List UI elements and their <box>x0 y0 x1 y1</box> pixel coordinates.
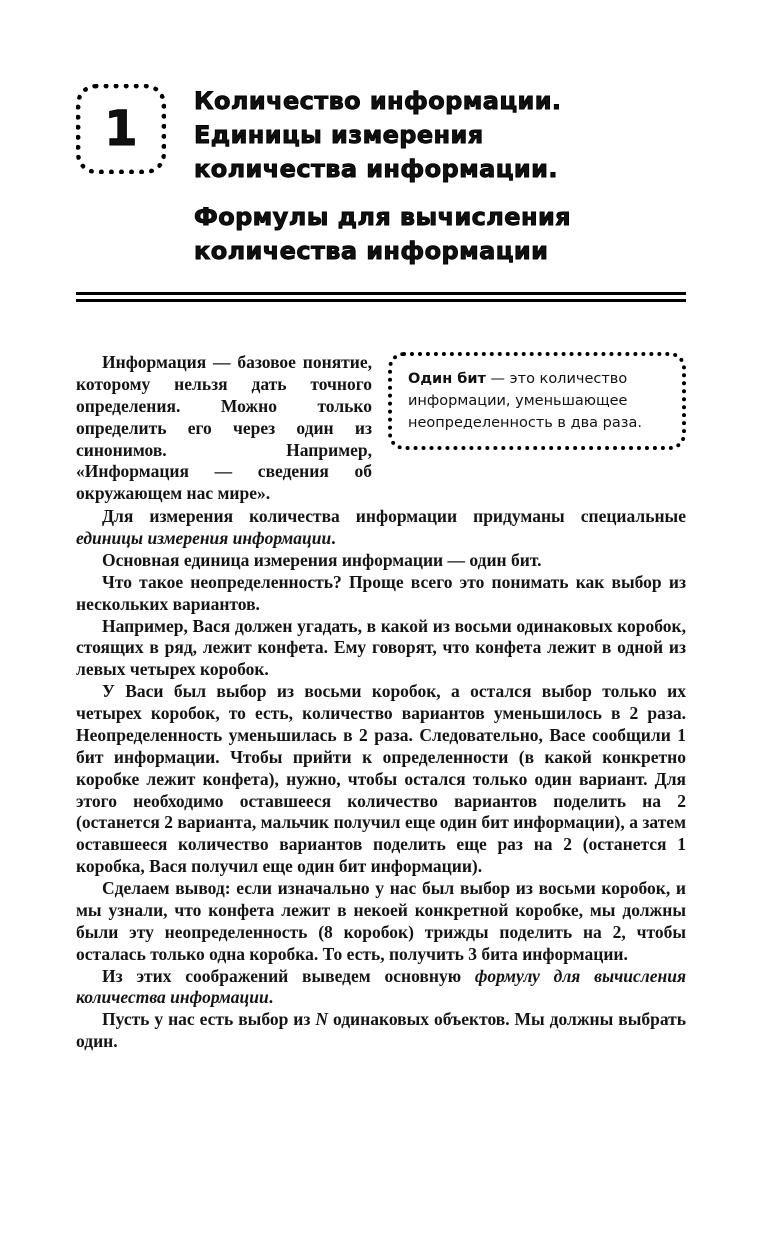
body-text <box>76 506 686 1053</box>
paragraph <box>76 550 686 572</box>
paragraph <box>76 966 686 1010</box>
paragraph-text: одинаковых объектов. Мы должны выбрать один. <box>76 1009 686 1052</box>
paragraph-text: Из этих соображений выведем основную <box>102 965 475 986</box>
chapter-header <box>76 84 686 268</box>
paragraph-text: Что такое неопределенность? Проще всего это понимать как выбор из нескольких вариантов. <box>76 571 686 614</box>
paragraph-text: Для измерения количества информации придуманы специальные <box>102 506 686 527</box>
chapter-title-line: Единицы измерения <box>194 121 484 149</box>
paragraph <box>76 506 686 550</box>
paragraph <box>76 681 686 878</box>
paragraph <box>76 616 686 682</box>
paragraph-text: Основная единица измерения информации — один бит. <box>102 549 542 570</box>
definition-text: — это количество информации, уменьшающее неопределенность в два раза. <box>408 371 642 431</box>
paragraph-emphasis: формулу для вычисления количества информации <box>76 965 686 1008</box>
paragraph-text: Сделаем вывод: если изначально у нас был выбор из восьми коробок, и мы узнали, что конфета лежит в некоей конкретной коробке, мы должны были эту неопределенность (8 коробок) трижды поделить на 2, чтобы осталась только одна коробка. То есть, получить 3 бита информации. <box>76 878 686 964</box>
chapter-title-line: количества информации <box>194 237 549 265</box>
chapter-title-line: Количество информации. <box>194 87 562 115</box>
paragraph-text: Например, Вася должен угадать, в какой из восьми одинаковых коробок, стоящих в ряд, лежит конфета. Ему говорят, что конфета лежит в одной из левых четырех коробок. <box>76 615 686 680</box>
paragraph <box>76 878 686 966</box>
paragraph-text: Пусть у нас есть выбор из <box>102 1009 316 1030</box>
chapter-number-badge <box>76 84 166 174</box>
paragraph-text: . <box>268 987 274 1008</box>
definition-callout-box <box>388 352 686 450</box>
paragraph-text: У Васи был выбор из восьми коробок, а остался выбор только их четырех коробок, то есть, количество вариантов уменьшилось в 2 раза. Неопределенность уменьшилась в 2 раза. Следовательно, Васе сообщили 1 бит информации. Чтобы прийти к определенности (в какой конкретно коробке лежит конфета), нужно, чтобы остался только один вариант. Для этого необходимо оставшееся количество вариантов поделить на 2 (останется 2 варианта, мальчик получил еще один бит информации), а затем оставшееся количество вариантов поделить еще раз на 2 (останется 1 коробка, Вася получил еще один бит информации). <box>76 681 686 877</box>
paragraph <box>76 572 686 616</box>
chapter-title <box>194 84 571 268</box>
chapter-number: 1 <box>104 101 138 157</box>
paragraph <box>76 1009 686 1053</box>
paragraph-emphasis: N <box>315 1009 328 1030</box>
chapter-title-line: Формулы для вычисления <box>194 203 571 231</box>
intro-text: Информация — базовое понятие, которому нельзя дать точного определения. Можно только определить его через один из синонимов. Например, «Информация — сведения об окружающем нас мире». <box>76 352 372 504</box>
paragraph-emphasis: единицы измерения информации <box>76 528 332 548</box>
chapter-title-line: количества информации. <box>194 155 558 183</box>
chapter-title-part-1 <box>194 84 571 186</box>
chapter-title-part-2 <box>194 200 571 268</box>
definition-term: Один бит <box>408 371 486 387</box>
intro-paragraph <box>76 352 372 505</box>
intro-section <box>76 352 686 505</box>
section-divider <box>76 292 686 302</box>
paragraph-text: . <box>331 528 336 548</box>
